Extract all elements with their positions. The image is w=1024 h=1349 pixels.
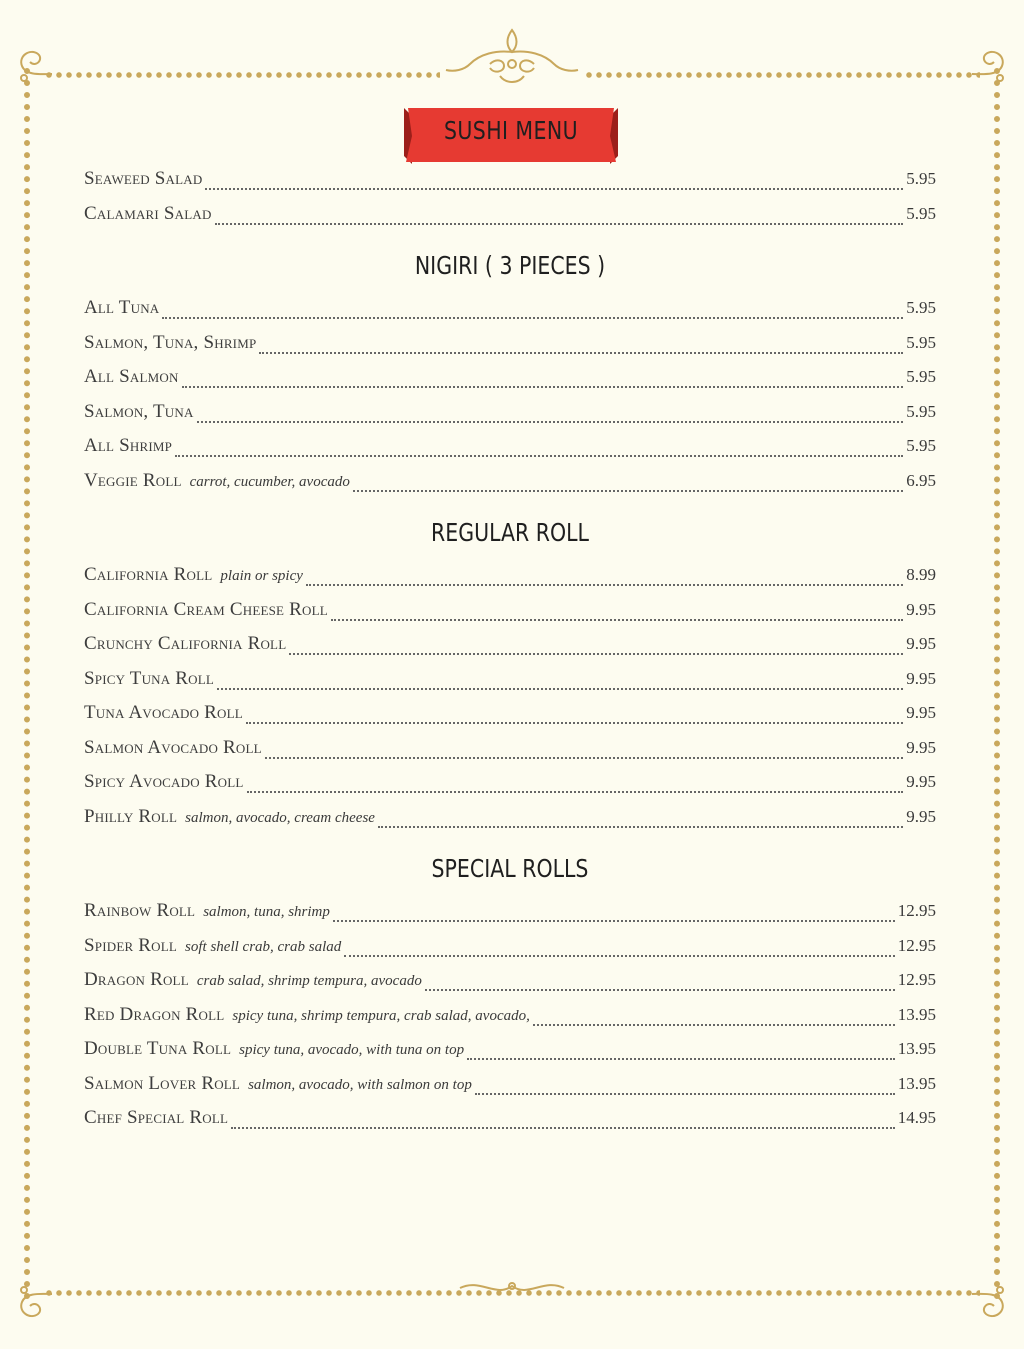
item-description: salmon, tuna, shrimp — [203, 904, 330, 920]
item-name: Spicy Tuna Roll — [84, 667, 215, 689]
item-price: 5.95 — [906, 298, 936, 317]
corner-flourish-icon — [968, 44, 1012, 88]
menu-item — [84, 297, 936, 325]
item-name: All Shrimp — [84, 435, 173, 456]
menu-item — [84, 203, 936, 231]
dot-leader — [162, 317, 903, 319]
dot-leader — [247, 791, 904, 793]
corner-flourish-icon — [12, 44, 56, 88]
item-name: Spider Roll — [84, 934, 178, 956]
item-price: 13.95 — [897, 1004, 936, 1024]
item-name: All Salmon — [84, 366, 179, 387]
item-price: 9.95 — [906, 703, 936, 722]
dot-leader — [353, 490, 903, 492]
dot-leader — [197, 421, 904, 423]
dot-leader — [467, 1058, 895, 1060]
menu-item — [84, 435, 936, 463]
item-price: 5.95 — [906, 169, 936, 188]
item-name: Salmon, Tuna, Shrimp — [84, 331, 257, 353]
menu-item — [84, 935, 936, 963]
menu-item — [84, 806, 936, 834]
item-price: 12.95 — [897, 935, 936, 955]
menu-item — [84, 702, 936, 730]
item-description: crab salad, shrimp tempura, avocado — [196, 973, 422, 989]
item-price: 8.99 — [906, 565, 936, 584]
item-description: spicy tuna, shrimp tempura, crab salad, avocado, — [232, 1007, 530, 1024]
item-price: 5.95 — [906, 367, 936, 386]
dot-leader — [215, 223, 904, 225]
menu-item — [84, 1038, 936, 1066]
dot-leader — [205, 188, 903, 190]
item-name: Calamari Salad — [84, 202, 212, 224]
item-description: carrot, cucumber, avocado — [189, 473, 350, 490]
item-name: Red Dragon Roll — [84, 1003, 225, 1025]
item-price: 14.95 — [897, 1108, 936, 1127]
item-price: 9.95 — [906, 599, 936, 619]
menu-title: SUSHI MENU — [443, 116, 579, 145]
dot-leader — [331, 619, 903, 621]
item-name: Double Tuna Roll — [84, 1038, 232, 1059]
menu-item — [84, 1107, 936, 1135]
menu-item — [84, 1073, 936, 1101]
item-price: 9.95 — [906, 668, 936, 688]
dot-leader — [217, 688, 903, 690]
item-name: Seaweed Salad — [84, 168, 203, 189]
item-price: 9.95 — [906, 737, 936, 757]
item-price: 9.95 — [906, 634, 936, 653]
item-name: Philly Roll — [84, 805, 178, 827]
filigree-ornament-icon — [440, 1272, 584, 1302]
menu-item — [84, 564, 936, 592]
dot-leader — [425, 989, 895, 991]
item-name: Crunchy California Roll — [84, 633, 287, 654]
dot-leader — [265, 757, 903, 759]
dot-leader — [289, 653, 903, 655]
item-name: Salmon Lover Roll — [84, 1072, 241, 1094]
menu-item — [84, 969, 936, 997]
item-name: Rainbow Roll — [84, 900, 196, 921]
menu-item — [84, 401, 936, 429]
item-price: 5.95 — [906, 401, 936, 421]
item-price: 9.95 — [906, 772, 936, 791]
item-description: soft shell crab, crab salad — [185, 938, 342, 955]
item-price: 12.95 — [897, 970, 936, 989]
item-price: 5.95 — [906, 436, 936, 455]
menu-item — [84, 1004, 936, 1032]
item-name: Veggie Roll — [84, 469, 182, 491]
item-name: California Roll — [84, 564, 213, 585]
item-name: Chef Special Roll — [84, 1107, 229, 1128]
corner-flourish-icon — [968, 1280, 1012, 1324]
item-description: plain or spicy — [220, 568, 303, 584]
item-description: spicy tuna, avocado, with tuna on top — [239, 1042, 465, 1058]
dot-leader — [175, 455, 903, 457]
item-name: Dragon Roll — [84, 969, 189, 990]
dot-leader — [475, 1093, 895, 1095]
item-price: 13.95 — [897, 1039, 936, 1058]
item-name: Spicy Avocado Roll — [84, 771, 244, 792]
dot-leader — [533, 1024, 895, 1026]
dot-leader — [259, 352, 903, 354]
menu-item — [84, 366, 936, 394]
section-title: NIGIRI ( 3 PIECES ) — [414, 251, 606, 280]
menu-item — [84, 668, 936, 696]
dot-leader — [182, 386, 904, 388]
item-price: 13.95 — [897, 1073, 936, 1093]
item-name: All Tuna — [84, 297, 160, 318]
item-price: 9.95 — [906, 806, 936, 826]
item-price: 6.95 — [906, 470, 936, 490]
menu-item — [84, 900, 936, 928]
dot-leader — [344, 955, 894, 957]
menu-item — [84, 633, 936, 661]
menu-item — [84, 168, 936, 196]
item-price: 5.95 — [906, 203, 936, 223]
dot-leader — [333, 920, 895, 922]
menu-item — [84, 470, 936, 498]
menu-item — [84, 737, 936, 765]
dot-leader — [306, 584, 903, 586]
filigree-ornament-icon — [440, 24, 584, 94]
menu-item — [84, 599, 936, 627]
dot-leader — [231, 1127, 895, 1129]
item-name: Tuna Avocado Roll — [84, 702, 243, 723]
item-description: salmon, avocado, with salmon on top — [248, 1076, 472, 1093]
item-price: 12.95 — [897, 901, 936, 920]
item-name: California Cream Cheese Roll — [84, 598, 328, 620]
dot-leader — [378, 826, 903, 828]
section-title: REGULAR ROLL — [430, 518, 589, 547]
menu-item — [84, 332, 936, 360]
item-description: salmon, avocado, cream cheese — [185, 809, 375, 826]
menu-item — [84, 771, 936, 799]
section-title: SPECIAL ROLLS — [431, 854, 589, 883]
corner-flourish-icon — [12, 1280, 56, 1324]
item-price: 5.95 — [906, 332, 936, 352]
item-name: Salmon Avocado Roll — [84, 736, 262, 758]
item-name: Salmon, Tuna — [84, 400, 194, 422]
dot-leader — [246, 722, 903, 724]
